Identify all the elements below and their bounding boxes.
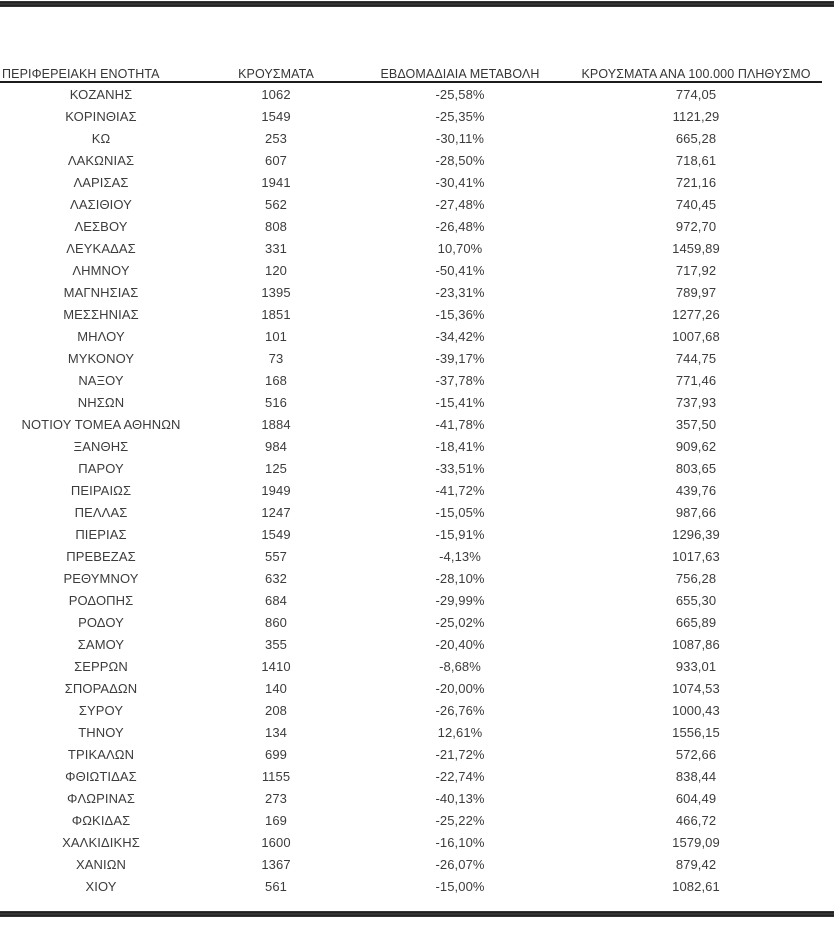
table-cell-region: ΛΑΡΙΣΑΣ xyxy=(73,174,129,190)
table-cell-cases: 808 xyxy=(265,218,287,234)
table-cell-cases: 134 xyxy=(265,724,287,740)
table-row xyxy=(0,82,822,105)
table-cell-weekly-change: -50,41% xyxy=(435,262,485,278)
table-cell-region: ΤΡΙΚΑΛΩΝ xyxy=(67,746,135,762)
table-row xyxy=(0,171,822,193)
table-cell-region: ΧΙΟΥ xyxy=(85,878,117,894)
table-cell-cases: 140 xyxy=(265,680,287,696)
table-cell-cases: 1549 xyxy=(261,108,291,124)
table-cell-region: ΣΑΜΟΥ xyxy=(77,636,125,652)
table-row xyxy=(0,831,822,853)
table-cell-cases: 101 xyxy=(265,328,287,344)
table-cell-region: ΜΥΚΟΝΟΥ xyxy=(67,350,135,366)
table-cell-cases: 1884 xyxy=(261,416,291,432)
top-rule xyxy=(0,1,834,7)
table-cell-weekly-change: -28,10% xyxy=(435,570,485,586)
table-cell-cases: 1851 xyxy=(261,306,291,322)
table-cell-cases-per-100k: 774,05 xyxy=(675,86,717,102)
table-cell-region: ΧΑΛΚΙΔΙΚΗΣ xyxy=(62,834,140,850)
table-row xyxy=(0,259,822,281)
table-cell-cases: 208 xyxy=(265,702,287,718)
table-cell-cases: 168 xyxy=(265,372,287,388)
table-row xyxy=(0,875,822,897)
table-cell-weekly-change: -40,13% xyxy=(435,790,485,806)
table-cell-weekly-change: -28,50% xyxy=(435,152,485,168)
table-cell-cases-per-100k: 1074,53 xyxy=(672,680,720,696)
table-cell-cases: 561 xyxy=(265,878,287,894)
table-cell-weekly-change: -23,31% xyxy=(435,284,485,300)
table-cell-cases: 169 xyxy=(265,812,287,828)
table-cell-region: ΜΗΛΟΥ xyxy=(77,328,125,344)
table-cell-cases: 120 xyxy=(265,262,287,278)
table-cell-region: ΦΛΩΡΙΝΑΣ xyxy=(67,790,135,806)
table-row xyxy=(0,215,822,237)
table-cell-cases: 1600 xyxy=(261,834,291,850)
table-cell-cases-per-100k: 1556,15 xyxy=(672,724,720,740)
table-cell-cases: 516 xyxy=(265,394,287,410)
table-cell-weekly-change: -15,36% xyxy=(435,306,485,322)
table-cell-cases: 253 xyxy=(265,130,287,146)
table-row xyxy=(0,501,822,523)
table-cell-cases: 125 xyxy=(265,460,287,476)
table-row xyxy=(0,413,822,435)
table-cell-region: ΝΟΤΙΟΥ ΤΟΜΕΑ ΑΘΗΝΩΝ xyxy=(21,416,181,432)
table-row xyxy=(0,809,822,831)
table-cell-weekly-change: -34,42% xyxy=(435,328,485,344)
bottom-rule xyxy=(0,911,834,917)
table-cell-weekly-change: -15,41% xyxy=(435,394,485,410)
table-cell-cases: 1949 xyxy=(261,482,291,498)
table-cell-region: ΜΕΣΣΗΝΙΑΣ xyxy=(63,306,139,322)
table-cell-weekly-change: -25,02% xyxy=(435,614,485,630)
column-header-cases-per-100k: ΚΡΟΥΣΜΑΤΑ ΑΝΑ 100.000 ΠΛΗΘΥΣΜΟ xyxy=(570,59,822,82)
table-cell-region: ΣΥΡΟΥ xyxy=(78,702,124,718)
column-header-region: ΠΕΡΙΦΕΡΕΙΑΚΗ ΕΝΟΤΗΤΑ xyxy=(0,59,202,82)
table-row xyxy=(0,237,822,259)
table-row xyxy=(0,567,822,589)
table-cell-region: ΛΑΣΙΘΙΟΥ xyxy=(70,196,132,212)
table-cell-region: ΠΡΕΒΕΖΑΣ xyxy=(66,548,136,564)
table-cell-cases: 1247 xyxy=(261,504,291,520)
table-row xyxy=(0,787,822,809)
table-row xyxy=(0,127,822,149)
table-row xyxy=(0,699,822,721)
table-cell-cases: 684 xyxy=(265,592,287,608)
table-cell-region: ΛΕΥΚΑΔΑΣ xyxy=(66,240,136,256)
table-cell-region: ΣΕΡΡΩΝ xyxy=(74,658,128,674)
table-cell-weekly-change: -29,99% xyxy=(435,592,485,608)
table-cell-cases: 562 xyxy=(265,196,287,212)
table-cell-weekly-change: -25,22% xyxy=(435,812,485,828)
table-cell-cases-per-100k: 838,44 xyxy=(675,768,717,784)
table-cell-cases: 273 xyxy=(265,790,287,806)
table-row xyxy=(0,589,822,611)
table-cell-region: ΠΙΕΡΙΑΣ xyxy=(75,526,127,542)
table-cell-cases: 1410 xyxy=(261,658,291,674)
table-cell-weekly-change: -39,17% xyxy=(435,350,485,366)
table-cell-cases-per-100k: 1296,39 xyxy=(672,526,720,542)
table-cell-cases-per-100k: 665,89 xyxy=(675,614,717,630)
table-cell-region: ΝΗΣΩΝ xyxy=(77,394,125,410)
table-cell-cases: 984 xyxy=(265,438,287,454)
table-cell-weekly-change: -41,72% xyxy=(435,482,485,498)
table-cell-weekly-change: -37,78% xyxy=(435,372,485,388)
table-row xyxy=(0,765,822,787)
table-cell-region: ΦΘΙΩΤΙΔΑΣ xyxy=(65,768,137,784)
table-cell-weekly-change: -41,78% xyxy=(435,416,485,432)
table-row xyxy=(0,325,822,347)
table-cell-cases-per-100k: 1121,29 xyxy=(672,108,720,124)
table-cell-cases: 699 xyxy=(265,746,287,762)
table-cell-weekly-change: -26,48% xyxy=(435,218,485,234)
table-cell-region: ΡΟΔΟΥ xyxy=(78,614,124,630)
table-cell-cases: 355 xyxy=(265,636,287,652)
table-cell-weekly-change: -18,41% xyxy=(435,438,485,454)
table-row xyxy=(0,479,822,501)
table-cell-region: ΦΩΚΙΔΑΣ xyxy=(71,812,131,828)
table-row xyxy=(0,193,822,215)
table-cell-region: ΞΑΝΘΗΣ xyxy=(73,438,129,454)
table-row xyxy=(0,149,822,171)
table-body xyxy=(0,82,822,897)
table-header-row xyxy=(0,59,822,82)
table-cell-cases-per-100k: 1082,61 xyxy=(672,878,720,894)
table-cell-region: ΠΑΡΟΥ xyxy=(78,460,124,476)
table-cell-cases: 607 xyxy=(265,152,287,168)
table-row xyxy=(0,853,822,875)
table-cell-weekly-change: -20,00% xyxy=(435,680,485,696)
table-cell-cases: 1395 xyxy=(261,284,291,300)
table-cell-weekly-change: -8,68% xyxy=(439,658,481,674)
table-cell-cases-per-100k: 740,45 xyxy=(675,196,717,212)
table-cell-weekly-change: 10,70% xyxy=(437,240,483,256)
table-cell-cases-per-100k: 909,62 xyxy=(675,438,717,454)
table-cell-cases-per-100k: 1007,68 xyxy=(672,328,720,344)
table-cell-cases-per-100k: 1459,89 xyxy=(672,240,720,256)
table-cell-region: ΛΕΣΒΟΥ xyxy=(74,218,128,234)
table-cell-weekly-change: -20,40% xyxy=(435,636,485,652)
table-cell-cases-per-100k: 1579,09 xyxy=(672,834,720,850)
table-cell-weekly-change: -30,11% xyxy=(435,130,485,146)
table-cell-cases-per-100k: 665,28 xyxy=(675,130,717,146)
table-cell-cases-per-100k: 1000,43 xyxy=(672,702,720,718)
table-row xyxy=(0,281,822,303)
table-cell-cases: 1549 xyxy=(261,526,291,542)
table-cell-region: ΚΟΡΙΝΘΙΑΣ xyxy=(65,108,137,124)
table-cell-region: ΜΑΓΝΗΣΙΑΣ xyxy=(63,284,139,300)
table-cell-cases: 632 xyxy=(265,570,287,586)
table-cell-cases-per-100k: 972,70 xyxy=(675,218,717,234)
table-row xyxy=(0,391,822,413)
table-cell-cases-per-100k: 357,50 xyxy=(675,416,717,432)
table-cell-cases: 860 xyxy=(265,614,287,630)
table-cell-cases: 1062 xyxy=(261,86,291,102)
table-cell-region: ΠΕΛΛΑΣ xyxy=(74,504,128,520)
table-cell-weekly-change: -25,58% xyxy=(435,86,485,102)
table-cell-cases-per-100k: 718,61 xyxy=(675,152,717,168)
table-cell-region: ΠΕΙΡΑΙΩΣ xyxy=(70,482,132,498)
table-cell-region: ΛΗΜΝΟΥ xyxy=(72,262,130,278)
table-cell-cases: 331 xyxy=(265,240,287,256)
table-cell-cases-per-100k: 604,49 xyxy=(675,790,717,806)
table-cell-cases-per-100k: 655,30 xyxy=(675,592,717,608)
table-cell-cases-per-100k: 439,76 xyxy=(675,482,717,498)
column-header-weekly-change: ΕΒΔΟΜΑΔΙΑΙΑ ΜΕΤΑΒΟΛΗ xyxy=(350,59,570,82)
table-cell-cases: 557 xyxy=(265,548,287,564)
table-cell-weekly-change: -22,74% xyxy=(435,768,485,784)
table-cell-cases-per-100k: 789,97 xyxy=(675,284,717,300)
regional-cases-table xyxy=(0,59,822,897)
table-row xyxy=(0,611,822,633)
table-cell-weekly-change: -33,51% xyxy=(435,460,485,476)
table-cell-cases-per-100k: 721,16 xyxy=(675,174,717,190)
table-cell-weekly-change: -21,72% xyxy=(435,746,485,762)
table-row xyxy=(0,105,822,127)
table-cell-cases: 1155 xyxy=(261,768,291,784)
table-cell-cases-per-100k: 803,65 xyxy=(675,460,717,476)
table-cell-region: ΡΕΘΥΜΝΟΥ xyxy=(63,570,139,586)
table-cell-weekly-change: -15,00% xyxy=(435,878,485,894)
table-cell-cases-per-100k: 879,42 xyxy=(675,856,717,872)
table-row xyxy=(0,457,822,479)
table-cell-cases-per-100k: 737,93 xyxy=(675,394,717,410)
table-row xyxy=(0,523,822,545)
table-row xyxy=(0,721,822,743)
table-row xyxy=(0,303,822,325)
table-cell-weekly-change: -16,10% xyxy=(435,834,485,850)
table-cell-cases-per-100k: 717,92 xyxy=(675,262,717,278)
table-cell-cases-per-100k: 466,72 xyxy=(675,812,717,828)
table-cell-cases-per-100k: 1017,63 xyxy=(672,548,720,564)
table-cell-weekly-change: -15,91% xyxy=(435,526,485,542)
table-cell-cases: 73 xyxy=(268,350,284,366)
table-cell-region: ΝΑΞΟΥ xyxy=(78,372,124,388)
table-cell-cases-per-100k: 572,66 xyxy=(675,746,717,762)
table-cell-cases-per-100k: 1277,26 xyxy=(672,306,720,322)
table-cell-cases-per-100k: 987,66 xyxy=(675,504,717,520)
table-row xyxy=(0,677,822,699)
table-row xyxy=(0,743,822,765)
table-cell-region: ΛΑΚΩΝΙΑΣ xyxy=(67,152,135,168)
table-cell-weekly-change: -26,07% xyxy=(435,856,485,872)
table-cell-cases-per-100k: 771,46 xyxy=(675,372,717,388)
table-cell-cases-per-100k: 744,75 xyxy=(675,350,717,366)
column-header-cases: ΚΡΟΥΣΜΑΤΑ xyxy=(202,59,350,82)
table-cell-weekly-change: -27,48% xyxy=(435,196,485,212)
table-cell-region: ΚΟΖΑΝΗΣ xyxy=(69,86,133,102)
table-cell-region: ΣΠΟΡΑΔΩΝ xyxy=(64,680,138,696)
table-row xyxy=(0,655,822,677)
table-cell-weekly-change: -25,35% xyxy=(435,108,485,124)
table-row xyxy=(0,545,822,567)
table-cell-region: ΚΩ xyxy=(91,130,111,146)
table-cell-region: ΡΟΔΟΠΗΣ xyxy=(68,592,134,608)
table-cell-weekly-change: -26,76% xyxy=(435,702,485,718)
table-cell-cases-per-100k: 756,28 xyxy=(675,570,717,586)
table-row xyxy=(0,633,822,655)
table-row xyxy=(0,347,822,369)
table-cell-weekly-change: -4,13% xyxy=(439,548,481,564)
table-cell-cases-per-100k: 1087,86 xyxy=(672,636,720,652)
table-cell-weekly-change: -30,41% xyxy=(435,174,485,190)
table-cell-cases-per-100k: 933,01 xyxy=(675,658,717,674)
table-cell-region: ΧΑΝΙΩΝ xyxy=(75,856,127,872)
table-cell-region: ΤΗΝΟΥ xyxy=(78,724,124,740)
table-cell-weekly-change: -15,05% xyxy=(435,504,485,520)
table-cell-cases: 1367 xyxy=(261,856,291,872)
table-row xyxy=(0,435,822,457)
table-cell-weekly-change: 12,61% xyxy=(437,724,483,740)
table-row xyxy=(0,369,822,391)
table-cell-cases: 1941 xyxy=(261,174,291,190)
